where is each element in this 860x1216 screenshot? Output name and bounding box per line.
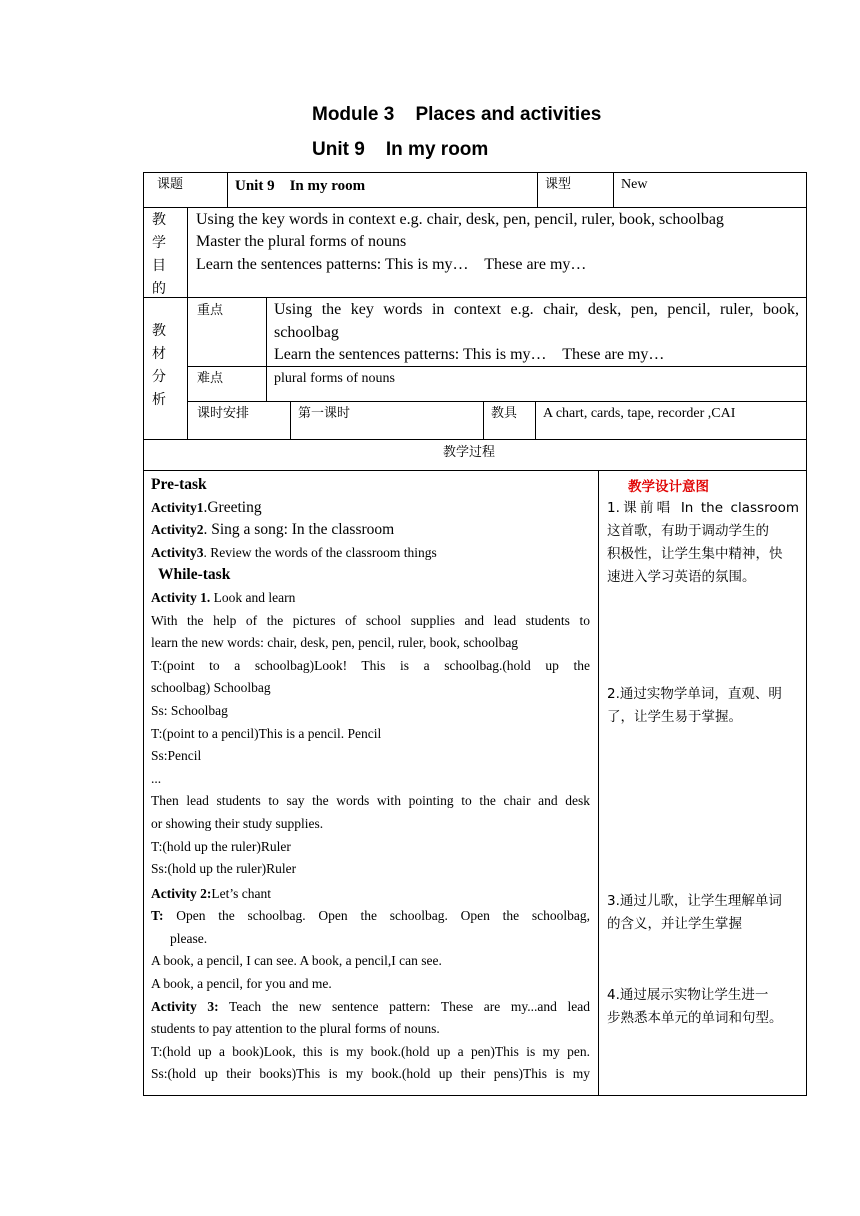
table-border-bottom	[143, 1095, 807, 1096]
divider	[143, 207, 807, 208]
process-line: students to pay attention to the plural forms of nouns.	[151, 1021, 440, 1037]
process-line: A book, a pencil, I can see. A book, a pencil,I can see.	[151, 953, 442, 969]
divider	[613, 172, 614, 208]
divider	[290, 401, 291, 440]
divider	[598, 470, 599, 1096]
process-line: Ss:(hold up the ruler)Ruler	[151, 861, 297, 877]
objective-line: Using the key words in context e.g. chair, desk, pen, pencil, ruler, book, schoolbag	[196, 211, 724, 228]
activity-line: Activity3. Review the words of the classroom things	[151, 544, 437, 560]
analysis-label: 教 材 分 析	[152, 323, 166, 408]
table-border-left	[143, 172, 144, 1096]
teaching-aids-value: A chart, cards, tape, recorder ,CAI	[543, 406, 736, 421]
process-line: T:(hold up a book)Look, this is my book.(hold up a pen)This is my pen.	[151, 1043, 590, 1059]
activity-line: Activity 3: Teach the new sentence pattern: These are my...and lead	[151, 998, 590, 1014]
unit-title: Unit 9 In my room	[312, 139, 489, 160]
design-intent-header: 教学设计意图	[628, 479, 709, 495]
activity-line: Activity2. Sing a song: In the classroom	[151, 521, 395, 539]
process-line: ...	[151, 770, 162, 786]
design-note-3: 3.通过儿歌，让学生理解单词 的含义，并让学生掌握	[607, 893, 782, 932]
objective-line: Master the plural forms of nouns	[196, 233, 407, 250]
process-line: Ss:(hold up their books)This is my book.(hold up their pens)This is my	[151, 1066, 590, 1082]
process-header: 教学过程	[443, 445, 496, 460]
process-line: T: Open the schoolbag. Open the schoolbag. Open the schoolbag,	[151, 908, 590, 924]
divider	[143, 297, 807, 298]
type-label: 课型	[545, 177, 572, 192]
table-border-right	[806, 172, 807, 1096]
divider	[535, 401, 536, 440]
divider	[537, 172, 538, 208]
activity-line: Activity1.Greeting	[151, 498, 262, 516]
design-note-2: 2.通过实物学单词，直观、明 了，让学生易于掌握。	[607, 686, 782, 725]
design-note-1: 1.课前唱 In the classroom 这首歌，有助于调动学生的 积极性，让学生集中精神，快 速进入学习英语的氛围。	[607, 500, 799, 585]
process-line: T:(hold up the ruler)Ruler	[151, 838, 291, 854]
process-line: schoolbag) Schoolbag	[151, 680, 271, 696]
type-value: New	[621, 177, 648, 192]
pre-task-heading: Pre-task	[151, 476, 207, 493]
process-line: T:(point to a schoolbag)Look! This is a schoolbag.(hold up the	[151, 657, 590, 673]
divider	[483, 401, 484, 440]
topic-label: 课题	[157, 177, 184, 192]
key-point-line: Using the key words in context e.g. chair, desk, pen, pencil, ruler, book,	[274, 301, 799, 318]
process-line: please.	[170, 930, 208, 946]
difficult-points-label: 难点	[197, 371, 224, 386]
teaching-process	[151, 474, 590, 1086]
process-line: Ss: Schoolbag	[151, 702, 228, 718]
topic-value: Unit 9 In my room	[235, 178, 366, 194]
objectives-label: 教 学 目 的	[152, 212, 166, 297]
schedule-label: 课时安排	[197, 406, 250, 421]
divider	[187, 401, 807, 402]
divider	[143, 470, 807, 471]
divider	[187, 207, 188, 440]
divider	[266, 297, 267, 402]
key-point-line: schoolbag	[274, 324, 339, 341]
process-line: or showing their study supplies.	[151, 815, 324, 831]
difficult-points-value: plural forms of nouns	[274, 371, 395, 386]
divider	[143, 439, 807, 440]
activity-line: Activity 1. Look and learn	[151, 589, 296, 605]
process-line: A book, a pencil, for you and me.	[151, 976, 332, 992]
process-line: learn the new words: chair, desk, pen, pencil, ruler, book, schoolbag	[151, 635, 519, 651]
divider	[227, 172, 228, 208]
key-points-label: 重点	[197, 303, 224, 318]
process-line: Ss:Pencil	[151, 748, 202, 764]
activity-line: Activity 2:Let’s chant	[151, 885, 271, 901]
design-note-4: 4.通过展示实物让学生进一 步熟悉本单元的单词和句型。	[607, 987, 783, 1026]
process-line: T:(point to a pencil)This is a pencil. Pencil	[151, 725, 382, 741]
objective-line: Learn the sentences patterns: This is my… These are my…	[196, 256, 587, 273]
key-point-line: Learn the sentences patterns: This is my… These are my…	[274, 346, 665, 363]
teaching-aids-label: 教具	[491, 406, 518, 421]
schedule-value: 第一课时	[298, 406, 351, 421]
process-line: Then lead students to say the words with pointing to the chair and desk	[151, 793, 590, 809]
module-title: Module 3 Places and activities	[312, 104, 602, 125]
table-border-top	[143, 172, 807, 173]
while-task-heading: While-task	[158, 566, 231, 584]
process-line: With the help of the pictures of school supplies and lead students to	[151, 612, 590, 628]
